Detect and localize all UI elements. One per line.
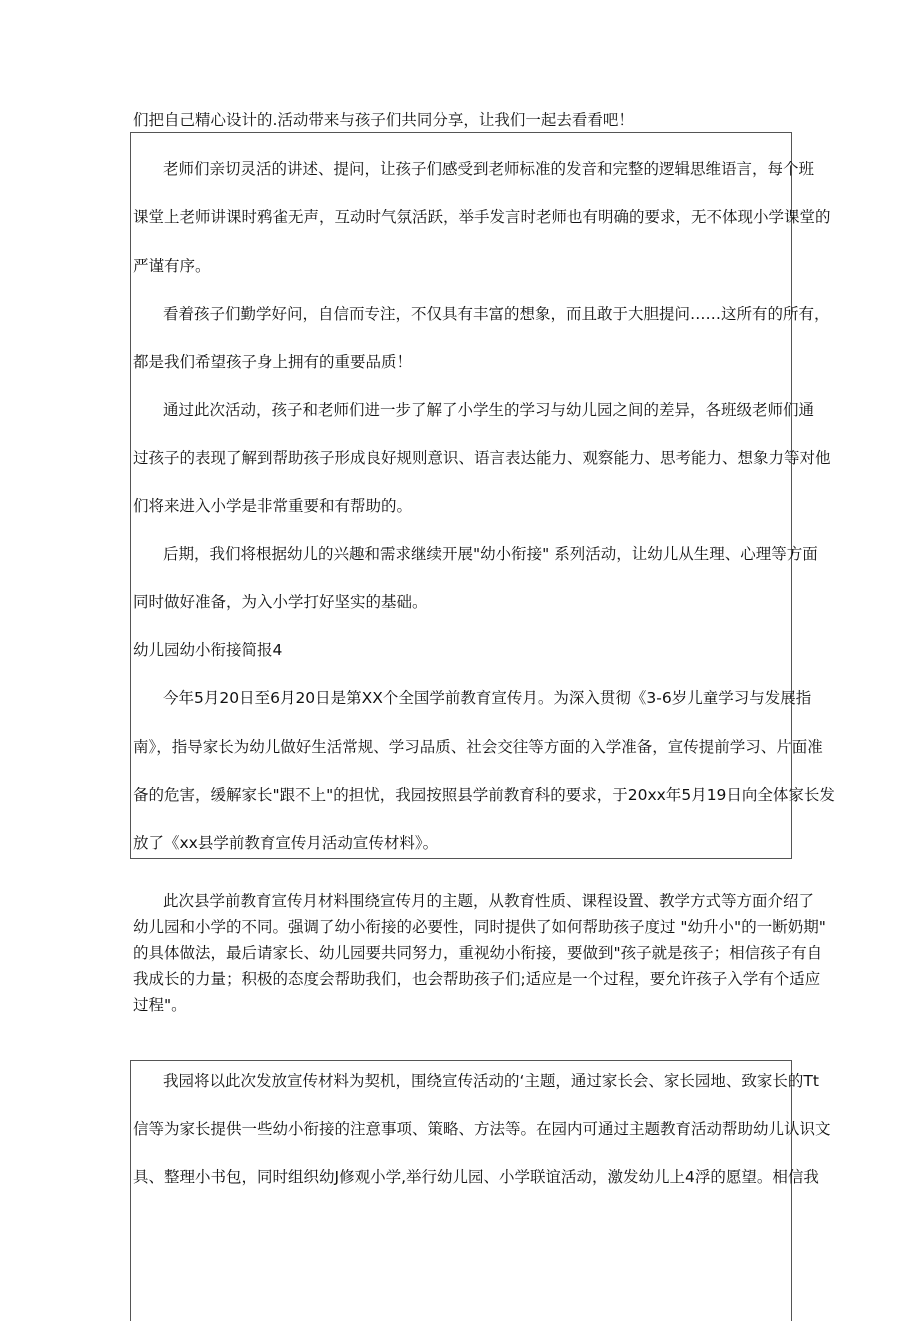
section-heading: 幼儿园幼小衔接简报4: [133, 641, 283, 659]
paragraph-line: 具、整理小书包，同时组织幼J修观小学,举行幼儿园、小学联谊活动，激发幼儿上4浮的愿望。相信我: [133, 1168, 819, 1186]
paragraph-line: 南》，指导家长为幼儿做好生活常规、学习品质、社会交往等方面的入学准备，宣传提前学习、片面准: [133, 738, 823, 756]
content-box-2: [130, 1060, 792, 1321]
middle-line: 幼儿园和小学的不同。强调了幼小衔接的必要性，同时提供了如何帮助孩子度过 "幼升小"的一断奶期": [133, 918, 826, 936]
paragraph-line: 过孩子的表现了解到帮助孩子形成良好规则意识、语言表达能力、观察能力、思考能力、想象力等对他: [133, 449, 831, 467]
paragraph-line: 通过此次活动，孩子和老师们进一步了解了小学生的学习与幼儿园之间的差异，各班级老师们通: [163, 401, 815, 419]
paragraph-line: 们将来进入小学是非常重要和有帮助的。: [133, 497, 413, 515]
paragraph-line: 看着孩子们勤学好问，自信而专注，不仅具有丰富的想象，而且敢于大胆提问……这所有的所有，: [163, 305, 830, 323]
paragraph-line: 放了《xx县学前教育宣传月活动宣传材料》。: [133, 834, 439, 852]
paragraph-line: 信等为家长提供一些幼小衔接的注意事项、策略、方法等。在园内可通过主题教育活动帮助幼儿认识文: [133, 1120, 831, 1138]
paragraph-line: 都是我们希望孩子身上拥有的重要品质！: [133, 353, 413, 371]
top-line: 们把自己精心设计的.活动带来与孩子们共同分享，让我们一起去看看吧！: [133, 111, 634, 129]
paragraph-line: 后期，我们将根据幼儿的兴趣和需求继续开展"幼小衔接" 系列活动，让幼儿从生理、心理等方面: [163, 545, 818, 563]
paragraph-line: 备的危害，缓解家长"跟不上"的担忧，我园按照县学前教育科的要求，于20xx年5月19日向全体家长发: [133, 786, 835, 804]
middle-line: 此次县学前教育宣传月材料围绕宣传月的主题，从教育性质、课程设置、教学方式等方面介绍了: [163, 892, 815, 910]
middle-line: 过程"。: [133, 996, 187, 1014]
paragraph-line: 我园将以此次发放宣传材料为契机，围绕宣传活动的‘主题，通过家长会、家长园地、致家长的Tt: [163, 1072, 819, 1090]
middle-line: 我成长的力量；积极的态度会帮助我们，也会帮助孩子们;适应是一个过程，要允许孩子入学有个适应: [133, 970, 821, 988]
middle-line: 的具体做法，最后请家长、幼儿园要共同努力，重视幼小衔接，要做到"孩子就是孩子；相信孩子有自: [133, 944, 823, 962]
paragraph-line: 课堂上老师讲课时鸦雀无声，互动时气氛活跃，举手发言时老师也有明确的要求，无不体现小学课堂的: [133, 208, 831, 226]
paragraph-line: 严谨有序。: [133, 257, 211, 275]
paragraph-line: 老师们亲切灵活的讲述、提问，让孩子们感受到老师标准的发音和完整的逻辑思维语言，每个班: [163, 160, 815, 178]
paragraph-line: 今年5月20日至6月20日是第XX个全国学前教育宣传月。为深入贯彻《3-6岁儿童学习与发展指: [163, 689, 812, 707]
paragraph-line: 同时做好准备，为入小学打好坚实的基础。: [133, 593, 428, 611]
